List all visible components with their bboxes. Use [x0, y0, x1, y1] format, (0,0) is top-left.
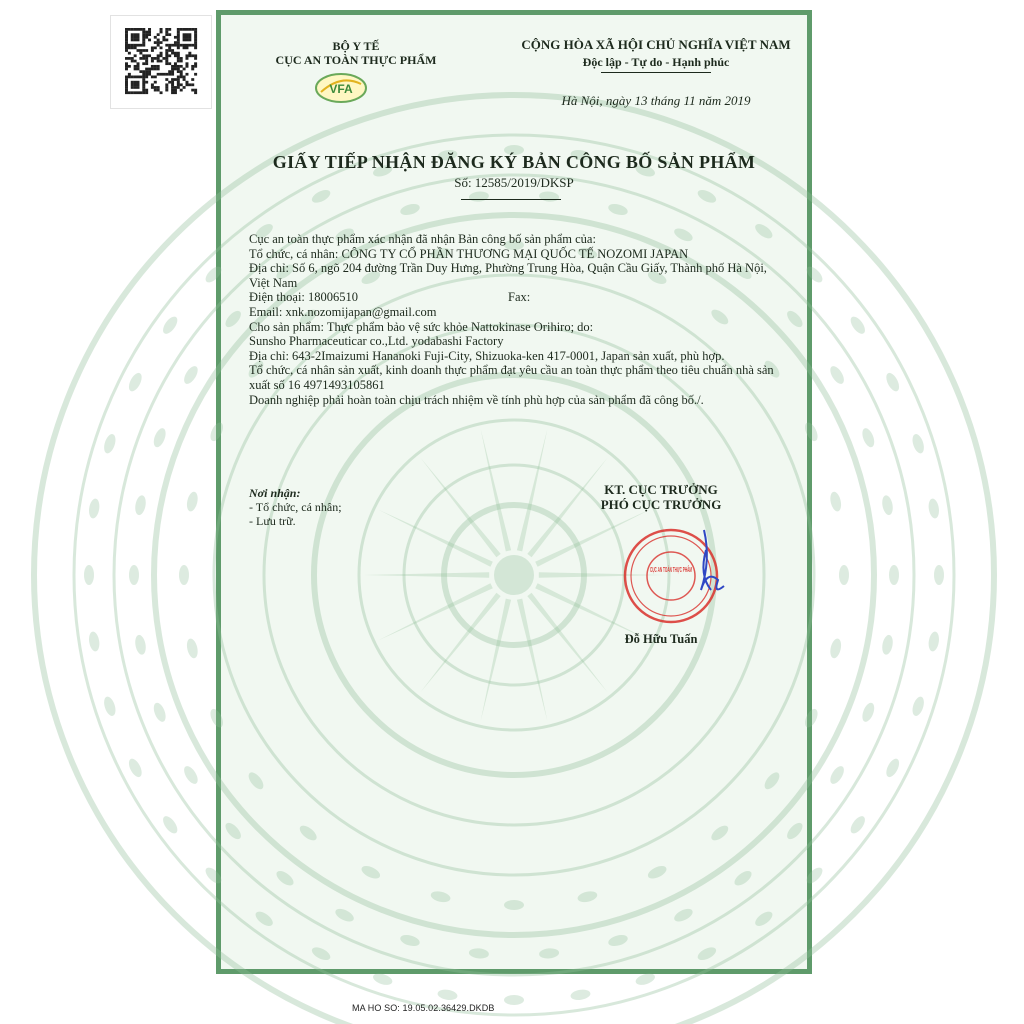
contact-row [249, 290, 789, 305]
ministry-name: BỘ Y TẾ [332, 39, 380, 53]
standard-statement: Tổ chức, cá nhân sản xuất, kinh doanh thực phẩm đạt yêu cầu an toàn thực phẩm theo tiêu chuẩn nhà sản xuất số 16 4971493105861 [249, 363, 774, 392]
official-red-stamp [621, 520, 744, 630]
intro-text: Cục an toàn thực phẩm xác nhận đã nhận Bản công bố sản phẩm của: [249, 232, 596, 246]
svg-text:VFA: VFA [329, 82, 353, 96]
title-divider [461, 199, 561, 200]
qr-code-icon [125, 28, 197, 94]
nation-motto: Độc lập - Tự do - Hạnh phúc [582, 55, 730, 69]
signatory-name: Đỗ Hữu Tuấn [624, 632, 698, 646]
agency-name: CỤC AN TOÀN THỰC PHẨM [275, 53, 437, 67]
recipient-item: - Tổ chức, cá nhân; [249, 500, 342, 514]
email: Email: xnk.nozomijapan@gmail.com [249, 304, 437, 319]
signatory-position: PHÓ CỤC TRƯỞNG [600, 497, 722, 512]
signatory-title: KT. CỤC TRƯỞNG [604, 482, 718, 497]
issue-date: Hà Nội, ngày 13 tháng 11 năm 2019 [561, 93, 751, 108]
motto-underline [601, 72, 711, 73]
dossier-code: MA HO SO: 19.05.02.36429.DKDB [352, 1003, 495, 1013]
manufacturer: Sunsho Pharmaceuticar co.,Ltd. yodabashi Factory [249, 334, 504, 349]
ministry-header [221, 39, 491, 67]
recipients [249, 486, 449, 528]
organization: Tổ chức, cá nhân: CÔNG TY CỔ PHẦN THƯƠNG MẠI QUỐC TẾ NOZOMI JAPAN [249, 246, 689, 261]
signature-block [541, 482, 781, 512]
certificate-body [249, 232, 789, 407]
certificate-document [216, 10, 812, 974]
svg-text:CỤC AN TOÀN THỰC PHẨM: CỤC AN TOÀN THỰC PHẨM [650, 567, 744, 574]
organization-address: Địa chỉ: Số 6, ngõ 204 đường Trần Duy Hưng, Phường Trung Hòa, Quận Cầu Giấy, Thành phố Hà Nội, Việt Nam [249, 261, 767, 290]
certificate-number: Số: 12585/2019/DKSP [454, 175, 574, 190]
manufacturer-address: Địa chỉ: 643-2Imaizumi Hananoki Fuji-City, Shizuoka-ken 417-0001, Japan sản xuất, phù hợp. [249, 348, 725, 363]
recipients-label: Nơi nhận: [249, 486, 301, 500]
nation-header: CỘNG HÒA XÃ HỘI CHỦ NGHĨA VIỆT NAM [521, 37, 791, 52]
phone: Điện thoại: 18006510 [249, 290, 359, 305]
qr-code-panel [110, 15, 212, 109]
product: Cho sản phẩm: Thực phẩm bảo vệ sức khỏe Nattokinase Orihiro; do: [249, 319, 594, 334]
vfa-logo [313, 72, 369, 104]
certificate-title: GIẤY TIẾP NHẬN ĐĂNG KÝ BẢN CÔNG BỐ SẢN PHẨM [272, 152, 756, 172]
responsibility-statement: Doanh nghiệp phải hoàn toàn chịu trách nhiệm về tính phù hợp của sản phẩm đã công bố./. [249, 392, 704, 407]
recipient-item: - Lưu trữ. [249, 514, 296, 528]
fax: Fax: [508, 290, 531, 305]
